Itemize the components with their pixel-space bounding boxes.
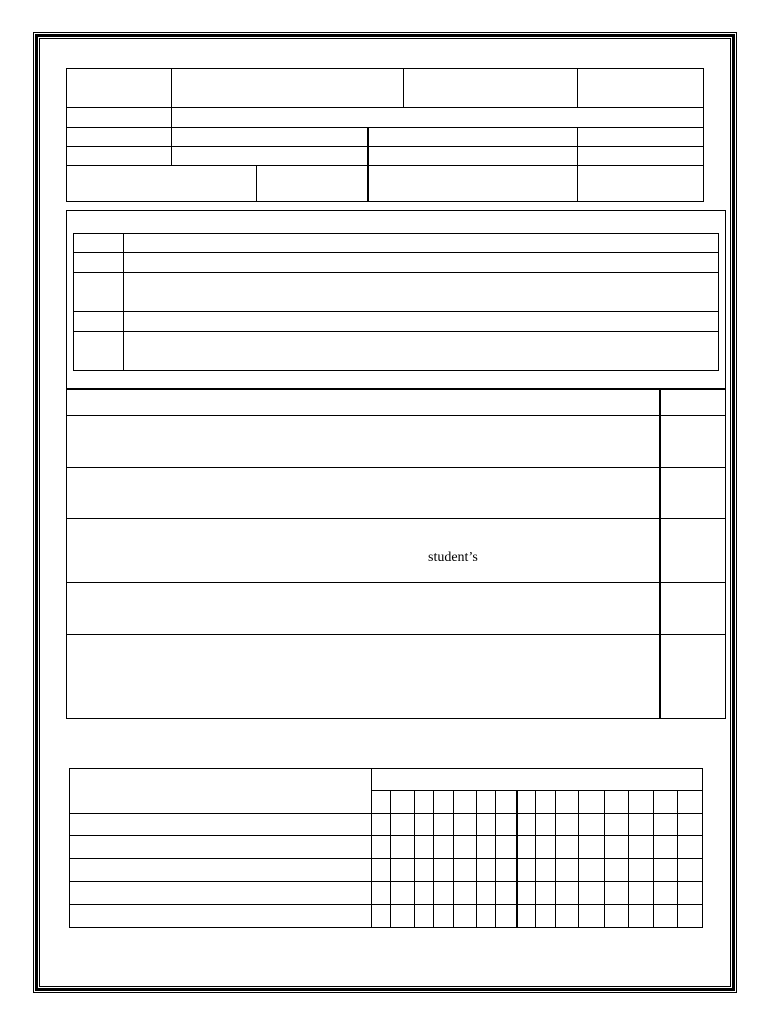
header-col-line (256, 165, 257, 202)
header-col-line (367, 127, 369, 202)
student-grid-row-line (69, 813, 703, 814)
header-col-line (171, 68, 172, 166)
rubric-criteria-text: student’s (428, 550, 478, 565)
student-grid-column-line (453, 790, 454, 928)
header-row-line (66, 107, 704, 108)
header-table-frame (66, 68, 704, 202)
student-grid-column-line (476, 790, 477, 928)
student-grid-column-line (555, 790, 556, 928)
task-row-line (73, 272, 719, 273)
rubric-row-line (66, 634, 726, 635)
header-col-line (577, 68, 578, 108)
student-grid-column-line (516, 790, 518, 928)
task-row-line (73, 252, 719, 253)
header-col-line (403, 68, 404, 108)
student-grid-column-line (390, 790, 391, 928)
rubric-marks-column-line (659, 389, 661, 719)
rubric-row-line (66, 582, 726, 583)
header-row-line (66, 165, 704, 166)
rubric-row-line (66, 415, 726, 416)
task-number-column-line (123, 233, 124, 371)
task-list-table (73, 233, 719, 371)
student-grid-column-line (677, 790, 678, 928)
student-grid-row-line (69, 881, 703, 882)
rubric-row-line (66, 518, 726, 519)
student-grid-column-line (604, 790, 605, 928)
student-grid-row-line (69, 858, 703, 859)
student-grid-column-line (535, 790, 536, 928)
student-grid-column-line (495, 790, 496, 928)
header-row-line (66, 146, 704, 147)
task-row-line (73, 311, 719, 312)
task-row-line (73, 331, 719, 332)
student-grid-column-line (414, 790, 415, 928)
student-grid-column-line (628, 790, 629, 928)
student-grid-column-line (578, 790, 579, 928)
header-col-line (577, 127, 578, 202)
header-row-line (66, 127, 704, 128)
student-grid-row-line (69, 835, 703, 836)
student-grid-column-line (653, 790, 654, 928)
student-grid-row-line (69, 904, 703, 905)
student-grid-column-line (433, 790, 434, 928)
rubric-row-line (66, 467, 726, 468)
rubric-table-frame (66, 389, 726, 719)
